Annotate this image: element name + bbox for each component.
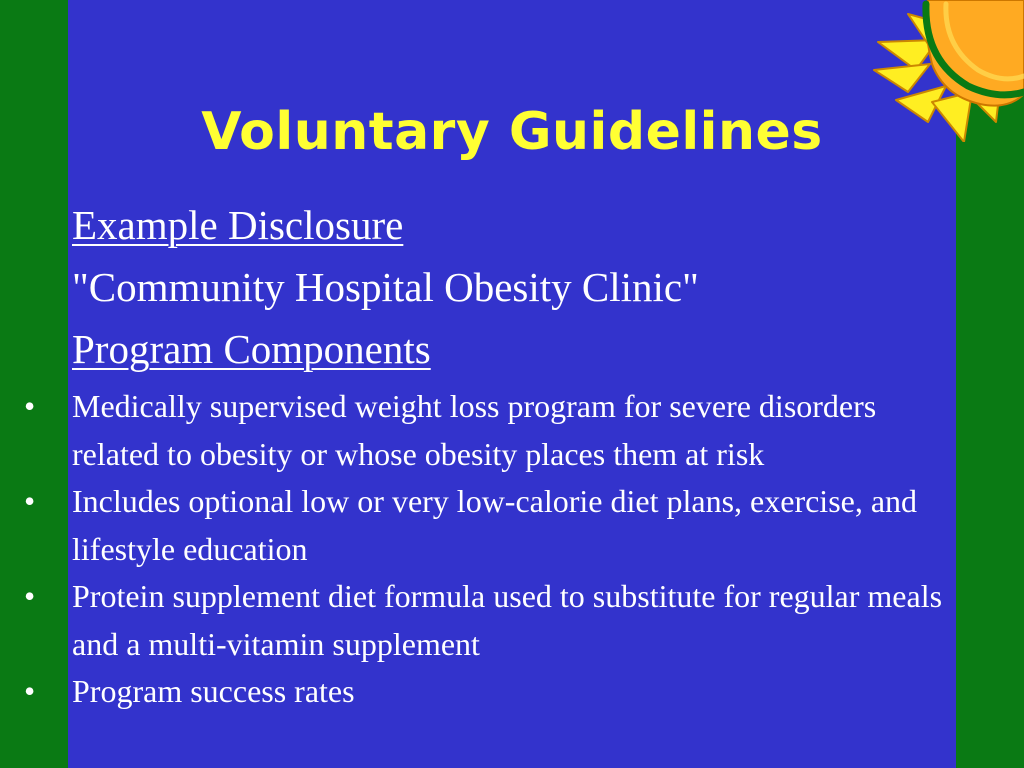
clinic-name-heading: "Community Hospital Obesity Clinic" xyxy=(72,264,699,310)
list-item xyxy=(0,383,956,478)
program-components-heading: Program Components xyxy=(72,326,431,372)
list-item-text: Includes optional low or very low-calorie diet plans, exercise, and lifestyle education xyxy=(72,483,918,567)
example-disclosure-heading: Example Disclosure xyxy=(72,202,404,248)
list-item-text: Medically supervised weight loss program for severe disorders related to obesity or whose obesity places them at risk xyxy=(72,388,877,472)
list-item xyxy=(0,573,956,668)
bullet-icon: • xyxy=(24,578,36,614)
list-item-text: Program success rates xyxy=(72,673,355,709)
bullet-icon: • xyxy=(24,388,36,424)
program-components-list xyxy=(0,383,956,716)
bullet-icon: • xyxy=(24,483,36,519)
bullet-icon: • xyxy=(24,673,36,709)
slide-title: Voluntary Guidelines xyxy=(201,102,823,162)
list-item xyxy=(0,478,956,573)
list-item-text: Protein supplement diet formula used to substitute for regular meals and a multi-vitamin supplement xyxy=(72,578,943,662)
list-item xyxy=(0,668,956,716)
